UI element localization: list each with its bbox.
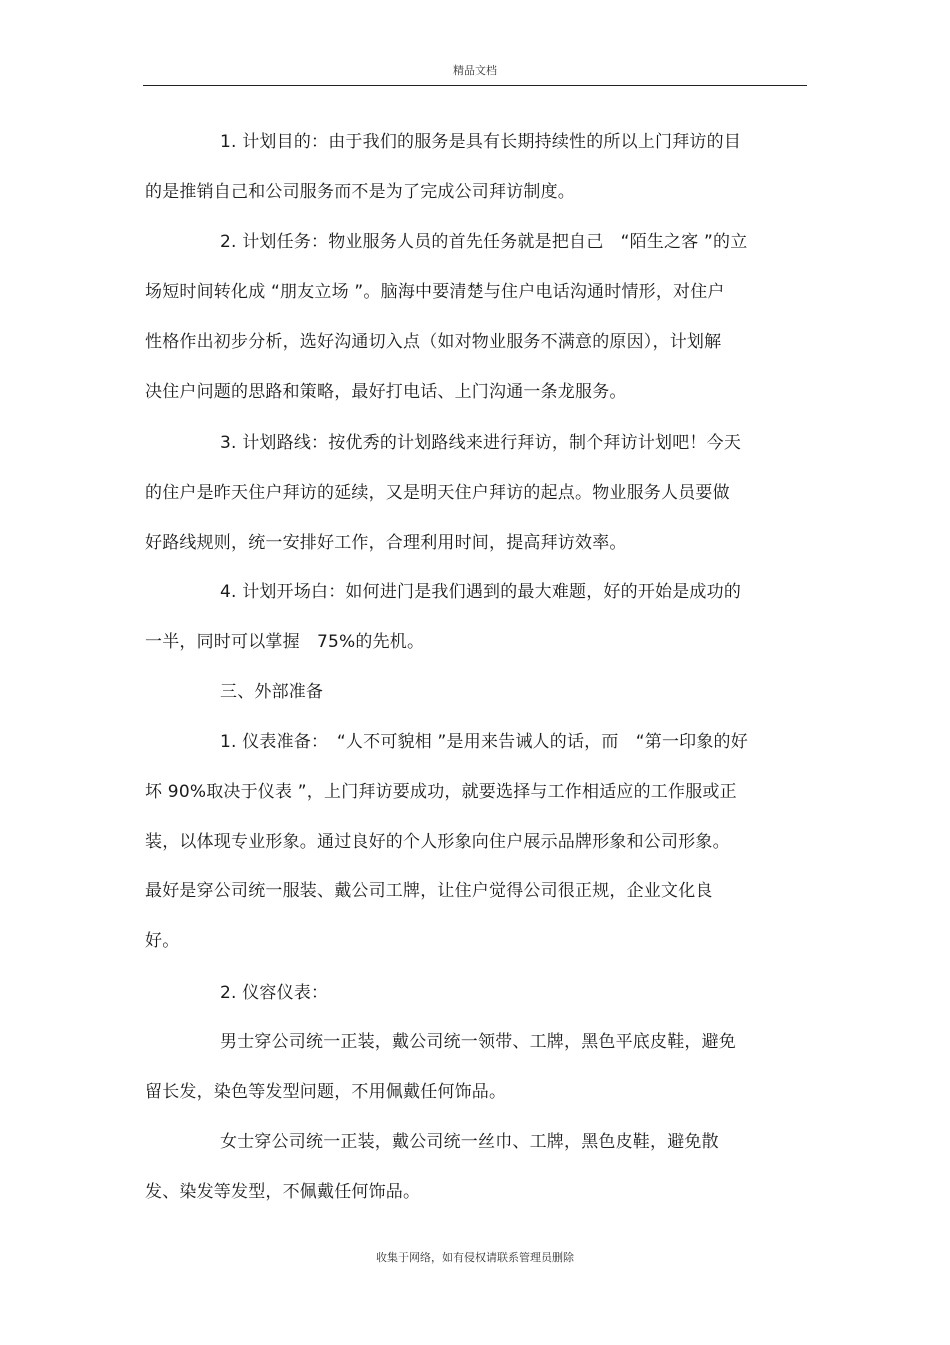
body-line: 男士穿公司统一正装，戴公司统一领带、工牌，黑色平底皮鞋，避免 — [220, 1032, 736, 1052]
body-line: 2. 计划任务：物业服务人员的首先任务就是把自己 “陌生之客 ”的立 — [220, 232, 748, 252]
body-line: 决住户问题的思路和策略，最好打电话、上门沟通一条龙服务。 — [145, 382, 627, 402]
body-line: 场短时间转化成 “朋友立场 ”。脑海中要清楚与住户电话沟通时情形，对住户 — [145, 282, 725, 302]
body-line: 一半，同时可以掌握 75%的先机。 — [145, 632, 425, 652]
body-line: 性格作出初步分析，选好沟通切入点（如对物业服务不满意的原因），计划解 — [145, 332, 722, 352]
section-heading: 三、外部准备 — [220, 682, 324, 702]
page-header: 精品文档 — [453, 64, 497, 77]
page-footer: 收集于网络，如有侵权请联系管理员删除 — [376, 1251, 574, 1264]
body-line: 好路线规则，统一安排好工作，合理利用时间，提高拜访效率。 — [145, 533, 627, 553]
body-line: 的是推销自己和公司服务而不是为了完成公司拜访制度。 — [145, 182, 575, 202]
body-line: 的住户是昨天住户拜访的延续，又是明天住户拜访的起点。物业服务人员要做 — [145, 483, 730, 503]
body-line: 2. 仪容仪表： — [220, 983, 329, 1003]
body-line: 留长发，染色等发型问题，不用佩戴任何饰品。 — [145, 1082, 507, 1102]
body-line: 1. 仪表准备： “人不可貌相 ”是用来告诫人的话，而 “第一印象的好 — [220, 732, 748, 752]
body-line: 女士穿公司统一正装，戴公司统一丝巾、工牌，黑色皮鞋，避免散 — [220, 1132, 719, 1152]
body-line: 坏 90%取决于仪表 ”，上门拜访要成功，就要选择与工作相适应的工作服或正 — [145, 782, 737, 802]
header-divider — [143, 85, 807, 86]
body-line: 3. 计划路线：按优秀的计划路线来进行拜访，制个拜访计划吧！今天 — [220, 433, 742, 453]
body-line: 好。 — [145, 931, 180, 951]
body-line: 最好是穿公司统一服装、戴公司工牌，让住户觉得公司很正规，企业文化良 — [145, 881, 713, 901]
body-line: 1. 计划目的：由于我们的服务是具有长期持续性的所以上门拜访的目 — [220, 132, 742, 152]
body-line: 发、染发等发型，不佩戴任何饰品。 — [145, 1182, 421, 1202]
body-line: 装，以体现专业形象。通过良好的个人形象向住户展示品牌形象和公司形象。 — [145, 832, 730, 852]
body-line: 4. 计划开场白：如何进门是我们遇到的最大难题，好的开始是成功的 — [220, 582, 742, 602]
